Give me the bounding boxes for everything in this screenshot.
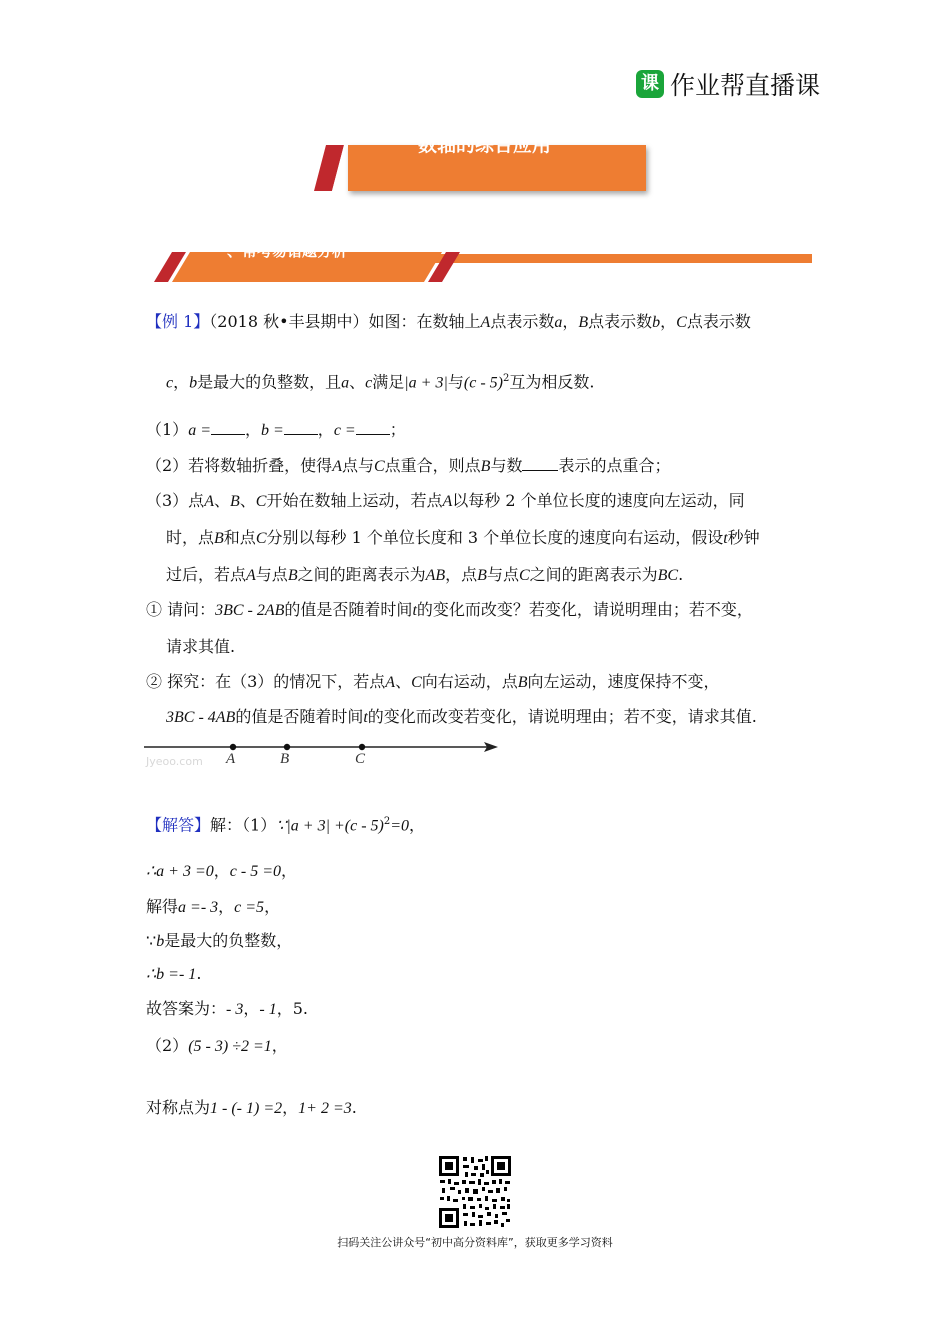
solution-line-2 — [146, 861, 297, 882]
math-expr: =0 — [390, 817, 410, 835]
text: 向左运动，速度保持不变， — [527, 672, 720, 691]
text: ， — [213, 861, 230, 880]
text: 与数 — [490, 456, 523, 475]
question-3-line-3 — [166, 565, 683, 586]
math-expr: - 3 — [226, 1001, 244, 1018]
text: 解：（1） — [210, 815, 277, 835]
math-expr: c = — [333, 422, 356, 439]
var-a: a — [554, 314, 563, 331]
text: ， — [243, 999, 260, 1018]
text: ， — [276, 999, 293, 1018]
text: 分别以每秒 1 个单位长度和 3 个单位长度的速度向右运动，假设 — [266, 528, 724, 547]
text: ∵ — [146, 931, 157, 950]
section-banner — [150, 244, 814, 284]
text: 以每秒 2 个单位长度的速度向左运动，同 — [452, 491, 745, 510]
text: 与 — [447, 372, 464, 392]
var-C: C — [676, 314, 687, 331]
var-t: t — [412, 602, 417, 619]
text: 点表示数 — [588, 312, 653, 331]
var-B: B — [517, 674, 528, 691]
solution-line-3 — [146, 897, 280, 918]
var-BC: BC — [657, 567, 679, 584]
var-c: c — [166, 374, 174, 392]
label-A: A — [226, 751, 236, 767]
var-t: t — [723, 530, 728, 547]
math-expr: b = — [261, 422, 284, 439]
text: . — [196, 964, 202, 983]
page-title: 数轴的综合应用 — [418, 134, 552, 156]
title-banner — [314, 134, 646, 193]
example-line-1 — [146, 312, 751, 333]
point-A — [230, 744, 236, 750]
var-AB: AB — [425, 567, 446, 584]
text: . — [351, 1098, 357, 1117]
text: ，点 — [445, 565, 478, 584]
qr-code[interactable] — [438, 1155, 512, 1229]
var-B: B — [214, 530, 224, 547]
example-line-2 — [166, 369, 594, 393]
math-expr: 3BC - 4AB — [166, 709, 236, 726]
text: 对称点为 — [146, 1098, 211, 1117]
watermark: Jyeoo.com — [146, 755, 203, 768]
text: 是最大的负整数， — [164, 931, 293, 950]
text: 互为相反数. — [509, 372, 595, 392]
text: 、 — [239, 491, 256, 510]
number-line-figure — [140, 735, 510, 775]
footer-text: 扫码关注公讲众号“初中高分资料库”，获取更多学习资料 — [337, 1236, 613, 1249]
text: 点与 — [341, 456, 374, 475]
point-B — [284, 744, 290, 750]
solution-line-6 — [146, 999, 308, 1020]
text: 点重合，则点 — [384, 456, 481, 475]
text: ， — [281, 861, 298, 880]
text: （1） — [146, 420, 189, 439]
var-c: c — [365, 374, 373, 392]
example-source: （2018 秋•丰县期中）如图：在数轴上 — [209, 312, 481, 331]
label-C: C — [355, 751, 366, 767]
text: ， — [244, 420, 261, 439]
solution-tag: 【解答】 — [146, 815, 211, 835]
text: 之间的距离表示为 — [297, 565, 426, 584]
math-expr: 1+ 2 =3 — [298, 1100, 352, 1117]
text: 5 — [292, 999, 303, 1018]
question-3-line-2 — [166, 528, 760, 549]
sub-question-2-line-2 — [166, 707, 757, 728]
math-expr: (c - 5) — [463, 374, 503, 392]
sub-question-2 — [146, 672, 720, 693]
var-C: C — [255, 530, 267, 547]
point-C — [359, 744, 365, 750]
var-B: B — [578, 314, 589, 331]
sub-question-1 — [146, 600, 753, 621]
text: . — [302, 999, 308, 1018]
label-B: B — [280, 751, 290, 767]
text: 与点 — [255, 565, 288, 584]
text: （2）若将数轴折叠，使得 — [146, 456, 333, 475]
answer-blank — [522, 456, 558, 471]
text: 点表示数 — [686, 312, 751, 331]
text: ① 请问： — [146, 600, 216, 619]
text: 故答案为： — [146, 999, 227, 1018]
var-C: C — [411, 674, 422, 691]
text: 表示的点重合； — [558, 456, 671, 475]
solution-line-1 — [146, 812, 425, 836]
text: 的值是否随着时间 — [284, 600, 413, 619]
text: 的变化而改变？若变化，请说明理由；若不变， — [416, 600, 753, 619]
text: 解得 — [146, 897, 179, 916]
text: 是最大的负整数，且 — [197, 372, 342, 392]
math-expr: ∵|a + 3| +(c - 5) — [276, 817, 384, 835]
text: ② 探究：在（3）的情况下，若点 — [146, 672, 386, 691]
math-expr: |a + 3| — [404, 374, 448, 392]
answer-blank — [356, 420, 390, 435]
math-expr: ∴b =- 1 — [146, 966, 197, 983]
sub-question-1-line-2 — [166, 637, 235, 657]
text: 的变化而改变若变化，请说明理由；若不变，请求其值. — [367, 707, 757, 726]
text: 请求其值. — [166, 637, 236, 656]
superscript: 2 — [502, 373, 510, 384]
solution-line-4 — [146, 931, 292, 952]
var-A: A — [480, 314, 491, 331]
text: 与点 — [486, 565, 519, 584]
text: （2） — [146, 1036, 189, 1055]
math-expr: - 1 — [259, 1001, 277, 1018]
text: ， — [271, 1036, 288, 1055]
text: ， — [173, 372, 190, 392]
section-banner-line — [430, 254, 812, 263]
text: ， — [660, 312, 677, 331]
math-expr: 3BC - 2AB — [215, 602, 285, 619]
text: 满足 — [372, 372, 405, 392]
solution-line-7 — [146, 1036, 288, 1057]
var-C: C — [373, 458, 385, 475]
var-A: A — [332, 458, 342, 475]
text: ， — [218, 897, 235, 916]
text: 开始在数轴上运动，若点 — [266, 491, 443, 510]
math-expr: (5 - 3) ÷2 =1 — [188, 1038, 272, 1055]
answer-blank — [284, 420, 318, 435]
math-expr: c =5 — [234, 899, 265, 916]
math-expr: a = — [188, 422, 211, 439]
text: （3）点 — [146, 491, 205, 510]
text: 秒钟 — [727, 528, 760, 547]
text: 和点 — [223, 528, 256, 547]
var-A: A — [442, 493, 453, 510]
var-t: t — [363, 709, 368, 726]
text: ， — [562, 312, 579, 331]
text: . — [678, 565, 684, 584]
math-expr: ∴a + 3 =0 — [146, 863, 214, 880]
text: 过后，若点 — [166, 565, 247, 584]
text: 点表示数 — [490, 312, 555, 331]
text: 、 — [395, 672, 412, 691]
question-1 — [146, 420, 406, 441]
text: 、 — [213, 491, 230, 510]
var-B: B — [287, 567, 298, 584]
text: 向右运动，点 — [421, 672, 518, 691]
var-b: b — [156, 933, 165, 950]
var-A: A — [246, 567, 256, 584]
var-b: b — [652, 314, 661, 331]
example-tag: 【例 1】 — [146, 312, 210, 331]
text: ， — [282, 1098, 299, 1117]
text: 时，点 — [166, 528, 215, 547]
var-a: a — [341, 374, 350, 392]
var-C: C — [255, 493, 267, 510]
solution-line-5 — [146, 964, 201, 985]
math-expr: c - 5 =0 — [229, 863, 282, 880]
var-A: A — [385, 674, 396, 691]
section-title: 一、常考易错题分析 — [212, 242, 348, 260]
var-B: B — [477, 567, 487, 584]
qr-code-image — [438, 1155, 512, 1229]
question-3-line-1 — [146, 491, 745, 512]
text: ； — [389, 420, 406, 439]
math-expr: a =- 3 — [178, 899, 219, 916]
text: 的值是否随着时间 — [235, 707, 364, 726]
solution-line-8 — [146, 1098, 357, 1119]
var-C: C — [518, 567, 530, 584]
text: 、 — [349, 372, 366, 392]
var-B: B — [229, 493, 240, 510]
text: 之间的距离表示为 — [529, 565, 658, 584]
superscript: 2 — [383, 816, 391, 827]
brand-icon: 课 — [636, 70, 664, 98]
var-B: B — [480, 458, 491, 475]
math-expr: 1 - (- 1) =2 — [210, 1100, 283, 1117]
question-2 — [146, 456, 670, 477]
brand-name: 作业帮直播课 — [670, 71, 821, 100]
answer-blank — [211, 420, 245, 435]
text: ， — [264, 897, 281, 916]
text: ， — [317, 420, 334, 439]
brand-logo — [636, 66, 820, 102]
var-b: b — [189, 374, 198, 392]
var-A: A — [204, 493, 214, 510]
text: ， — [409, 815, 426, 835]
